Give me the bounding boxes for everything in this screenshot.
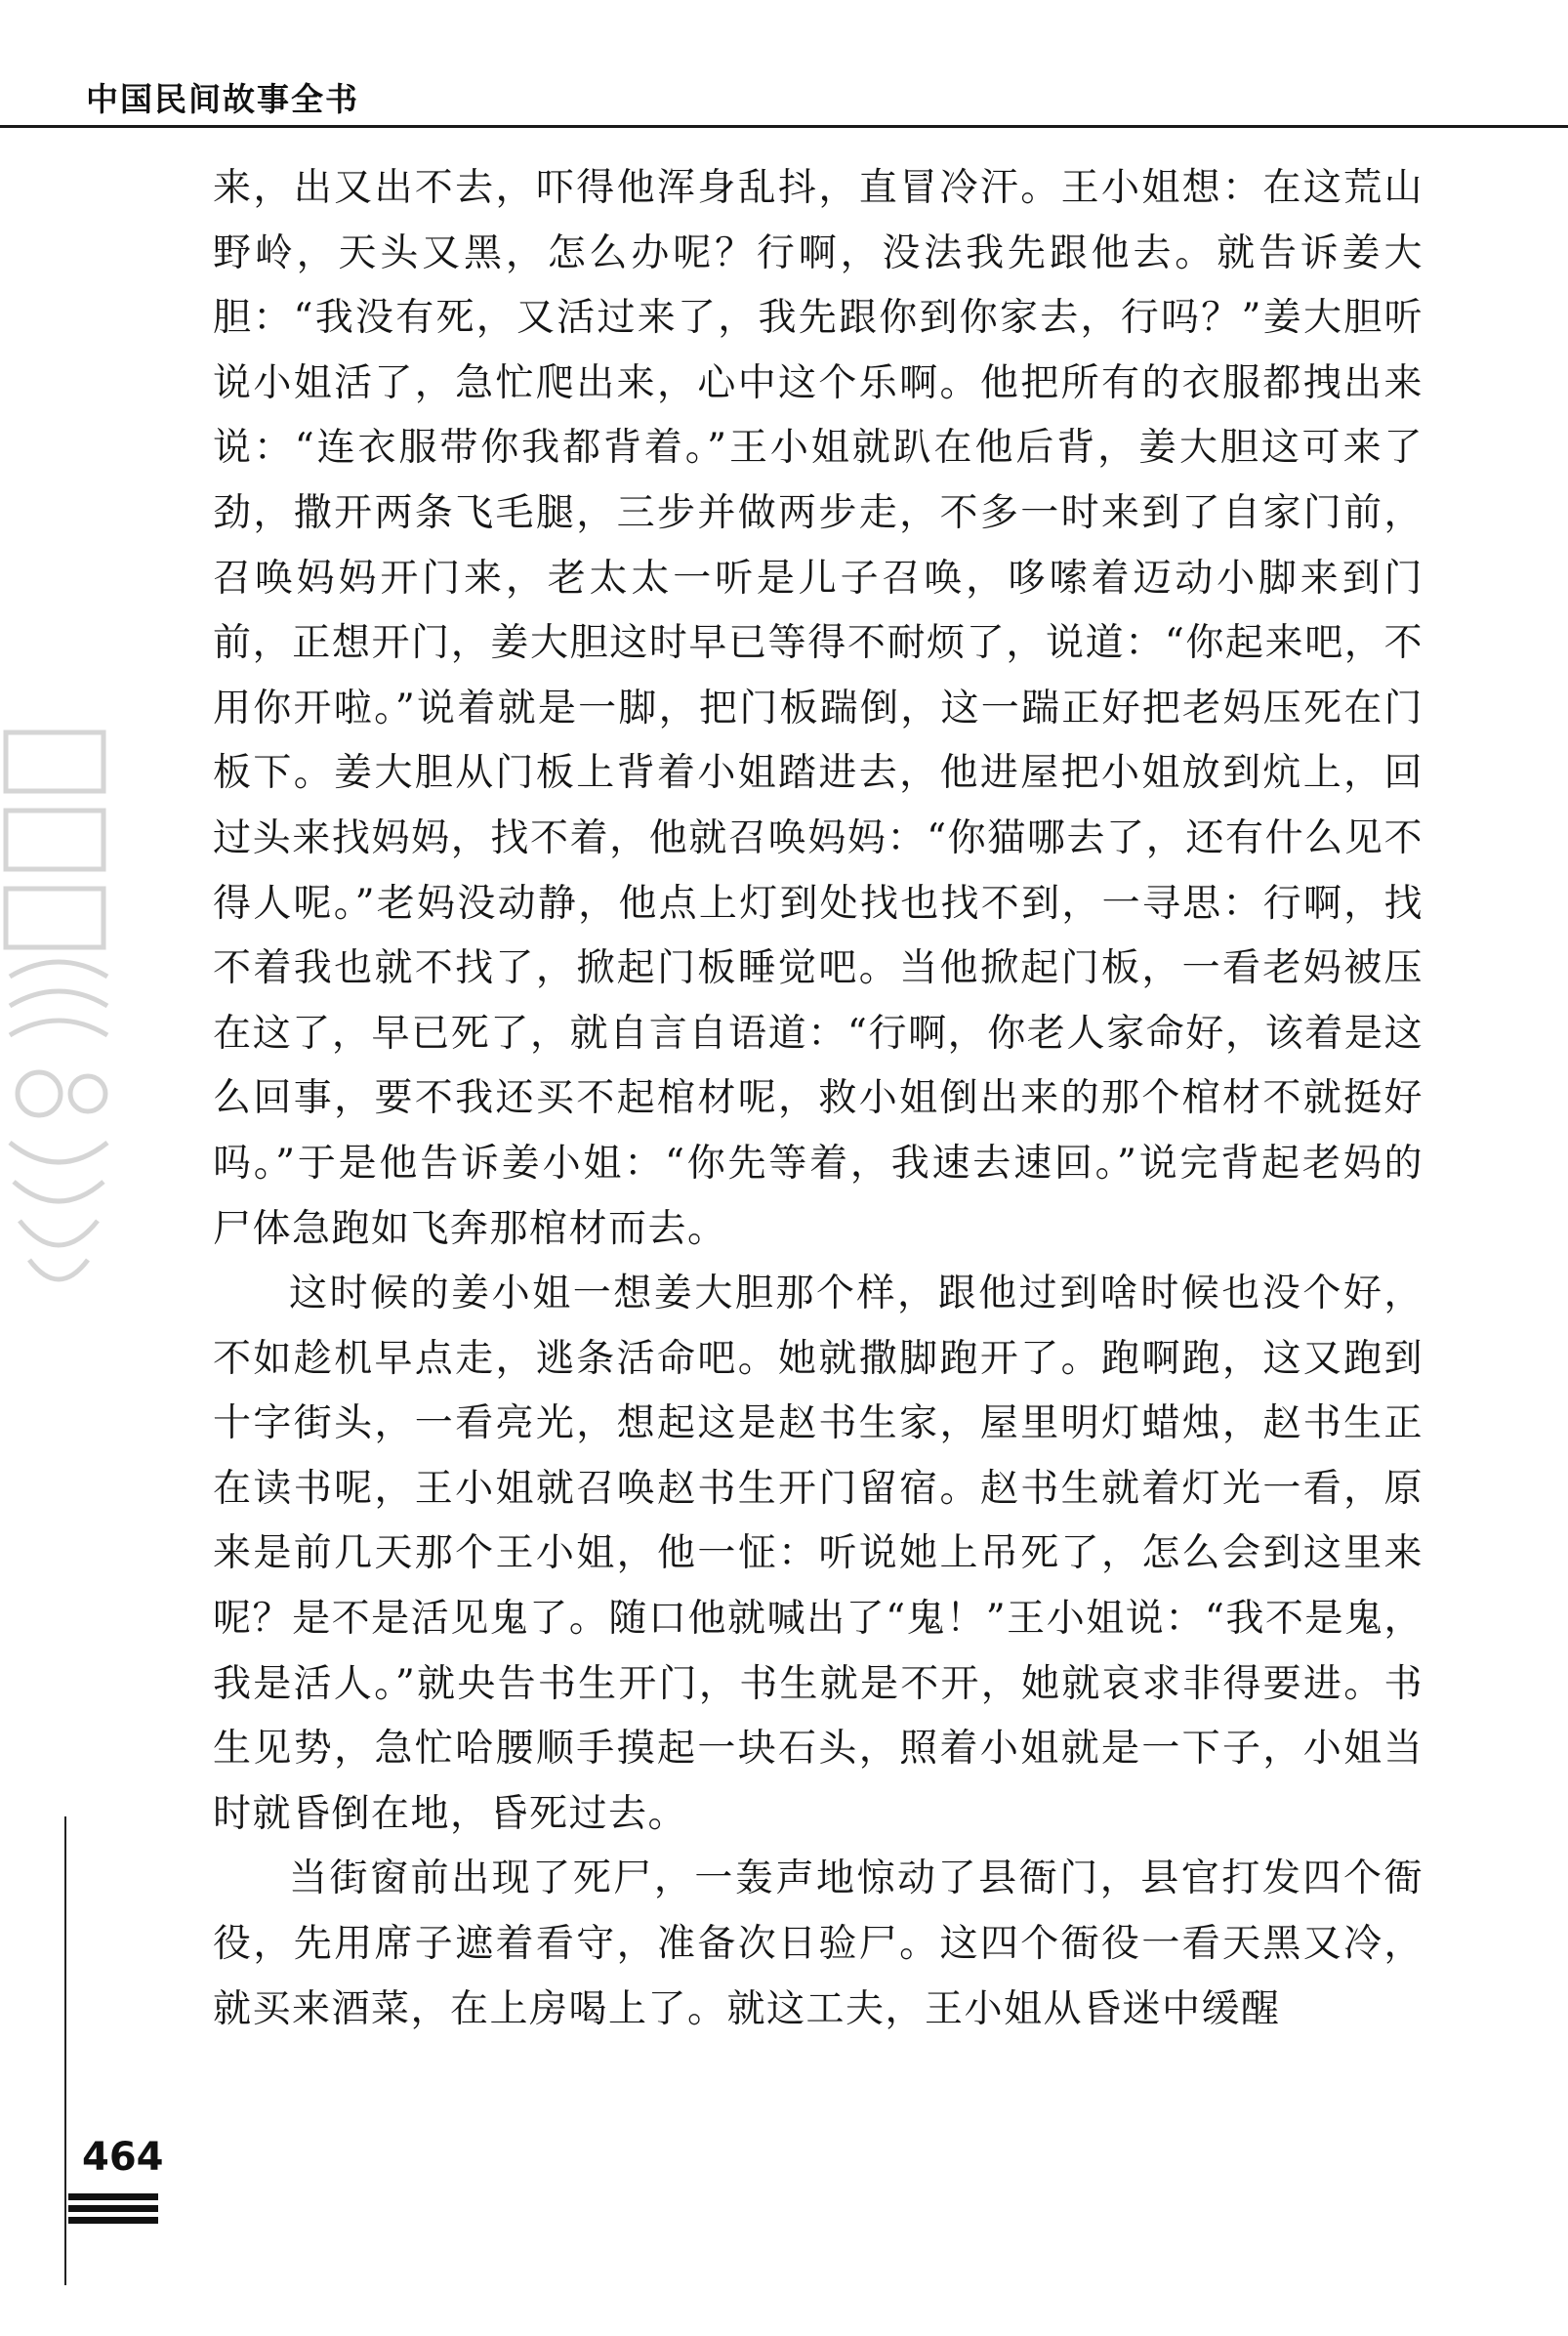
story-body — [213, 156, 1424, 2042]
margin-rule — [64, 1816, 66, 2285]
paragraph-3: 当街窗前出现了死尸，一轰声地惊动了县衙门，县官打发四个衙役，先用席子遮着看守，准备次日验尸。这四个衙役一看天黑又冷，就买来酒菜，在上房喝上了。就这工夫，王小姐从昏迷中缓醒 — [213, 1856, 1424, 2031]
header-rule — [0, 125, 1568, 128]
page-number: 464 — [82, 2135, 164, 2180]
decorative-emblem-icon — [0, 723, 117, 1309]
running-head-title: 中国民间故事全书 — [86, 80, 359, 118]
paragraph-2: 这时候的姜小姐一想姜大胆那个样，跟他过到啥时候也没个好，不如趁机早点走，逃条活命吧。她就撒脚跑开了。跑啊跑，这又跑到十字街头，一看亮光，想起这是赵书生家，屋里明灯蜡烛，赵书生正在读书呢，王小姐就召唤赵书生开门留宿。赵书生就着灯光一看，原来是前几天那个王小姐，他一怔：听说她上吊死了，怎么会到这里来呢？是不是活见鬼了。随口他就喊出了“鬼！”王小姐说：“我不是鬼，我是活人。”就央告书生开门，书生就是不开，她就哀求非得要进。书生见势，急忙哈腰顺手摸起一块石头，照着小姐就是一下子，小姐当时就昏倒在地，昏死过去。 — [213, 1272, 1424, 1836]
paragraph-1: 来，出又出不去，吓得他浑身乱抖，直冒冷汗。王小姐想：在这荒山野岭，天头又黑，怎么办呢？行啊，没法我先跟他去。就告诉姜大胆：“我没有死，又活过来了，我先跟你到你家去，行吗？”姜大胆听说小姐活了，急忙爬出来，心中这个乐啊。他把所有的衣服都拽出来说：“连衣服带你我都背着。”王小姐就趴在他后背，姜大胆这可来了劲，撒开两条飞毛腿，三步并做两步走，不多一时来到了自家门前，召唤妈妈开门来，老太太一听是儿子召唤，哆嗦着迈动小脚来到门前，正想开门，姜大胆这时早已等得不耐烦了，说道：“你起来吧，不用你开啦。”说着就是一脚，把门板踹倒，这一踹正好把老妈压死在门板下。姜大胆从门板上背着小姐踏进去，他进屋把小姐放到炕上，回过头来找妈妈，找不着，他就召唤妈妈：“你猫哪去了，还有什么见不得人呢。”老妈没动静，他点上灯到处找也找不到，一寻思：行啊，找不着我也就不找了，掀起门板睡觉吧。当他掀起门板，一看老妈被压在这了，早已死了，就自言自语道：“行啊，你老人家命好，该着是这么回事，要不我还买不起棺材呢，救小姐倒出来的那个棺材不就挺好吗。”于是他告诉姜小姐：“你先等着，我速去速回。”说完背起老妈的尸体急跑如飞奔那棺材而去。 — [213, 166, 1424, 1251]
page-number-bars — [68, 2193, 158, 2229]
